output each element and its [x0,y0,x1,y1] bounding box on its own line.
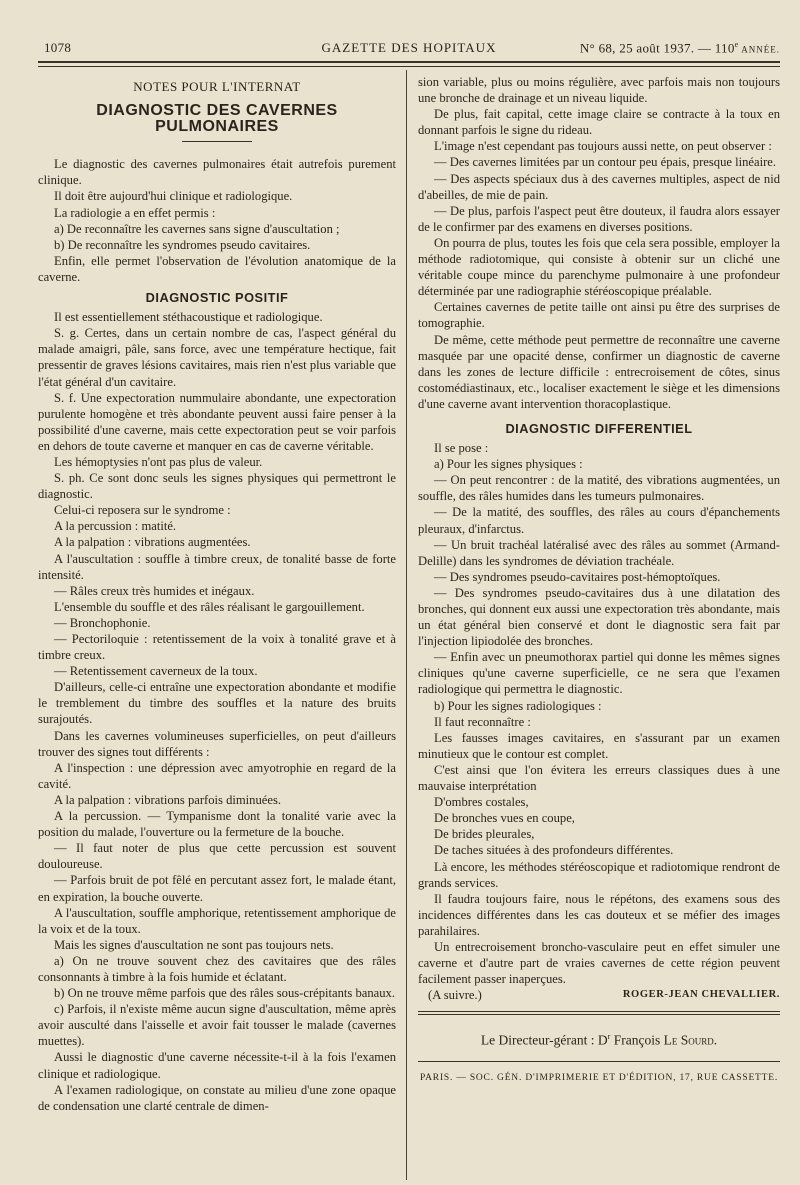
paragraph: Le diagnostic des cavernes pulmonaires était autrefois purement clinique. [38,157,396,188]
paragraph: L'image n'est cependant pas toujours aussi nette, on peut observer : [434,139,772,154]
paragraph: D'ailleurs, celle-ci entraîne une expectoration abondante et modifie le tremblement du timbre des souffles et la nature des bruits surajoutés. [38,680,396,727]
left-column [38,74,396,1114]
paragraph: Certaines cavernes de petite taille ont ainsi pu être des surprises de tomographie. [418,300,780,331]
paragraph: Aussi le diagnostic d'une caverne nécessite-t-il à la fois l'examen clinique et radiologique. [38,1050,396,1081]
paragraph: A la percussion : matité. [54,519,177,534]
column-divider [406,70,407,1180]
header-rule [38,61,780,63]
journal-title: GAZETTE DES HOPITAUX [321,40,497,55]
paragraph: Un entrecroisement broncho-vasculaire peut en effet simuler une caverne et d'autre part de vraies cavernes de cette région peuvent facilement passer inaperçues. [418,939,780,987]
paragraph: — Des syndromes pseudo-cavitaires post-hémoptoïques. [434,569,721,584]
paragraph: b) De reconnaître les syndromes pseudo cavitaires. [54,237,311,252]
paragraph: sion variable, plus ou moins régulière, avec parfois mais non toujours une bronche de drainage et un niveau liquide. [418,75,780,106]
paragraph: A l'auscultation, souffle amphorique, retentissement amphorique de la voix et de la toux. [38,905,396,936]
signature-line [418,987,780,1003]
paragraph: Il doit être aujourd'hui clinique et radiologique. [54,189,293,204]
paragraph: L'ensemble du souffle et des râles réalisant le gargouillement. [54,599,365,614]
header-rule-thin [38,66,780,67]
paragraph: a) On ne trouve souvent chez des cavitaires que des râles consonnants à timbre à la fois humide et éclatant. [38,953,396,984]
paragraph: On pourra de plus, toutes les fois que cela sera possible, employer la méthode radiotomique, qui consiste à obtenir sur un cliché une véritable coupe mince du parenchyme pulmonaire à une profondeur déterminée par une radiographie stéréoscopique préalable. [418,235,780,299]
title-rule [182,141,252,142]
article-title: DIAGNOSTIC DES CAVERNES PULMONAIRES [96,102,338,136]
paragraph: Là encore, les méthodes stéréoscopique et radiotomique rendront de grands services. [418,859,780,890]
paragraph: — Des aspects spéciaux dus à des cavernes multiples, aspect de nid d'abeilles, de mie de pain. [418,171,780,202]
paragraph: A la percussion. — Tympanisme dont la tonalité varie avec la position du malade, l'ouverture ou la fermeture de la bouche. [38,809,396,840]
printer-line: PARIS. — SOC. GÉN. D'IMPRIMERIE ET D'ÉDITION, 17, RUE CASSETTE. [419,1072,779,1083]
paragraph: Celui-ci reposera sur le syndrome : [54,503,231,518]
paragraph: Les hémoptysies n'ont pas plus de valeur. [54,454,263,469]
paragraph: Il faut reconnaître : [434,714,531,729]
paragraph: A l'auscultation : souffle à timbre creux, de tonalité basse de forte intensité. [38,551,396,582]
paragraph: — Bronchophonie. [54,615,151,630]
paragraph: Enfin, elle permet l'observation de l'évolution anatomique de la caverne. [38,253,396,284]
paragraph: — Des syndromes pseudo-cavitaires dus à une dilatation des bronches, qui donnent eux aussi une expectoration très abondante, mais un état général bien conservé et dont le diagnostic sera fait par l'injection lipiodolée des bronches. [418,585,780,649]
paragraph: C'est ainsi que l'on évitera les erreurs classiques dues à une mauvaise interprétation [418,762,780,794]
paragraph: D'ombres costales, [434,795,529,810]
page-number: 1078 [44,40,72,55]
paragraph: A la palpation : vibrations augmentées. [54,535,251,550]
paragraph: — De plus, parfois l'aspect peut être douteux, il faudra alors essayer de le confirmer par des examens en diverses positions. [418,203,780,234]
paragraph: a) Pour les signes physiques : [434,457,583,472]
paragraph: b) On ne trouve même parfois que des râles sous-crépitants banaux. [54,986,395,1001]
paragraph: Il est essentiellement stéthacoustique et radiologique. [54,310,323,325]
paragraph: S. f. Une expectoration nummulaire abondante, une expectoration purulente homogène et très abondante peuvent aussi faire penser à la possibilité d'une caverne, mais cette expectoration peut se voir parfois en dehors de toute caverne et manquer en cas de caverne véritable. [38,390,396,453]
paragraph: S. ph. Ce sont donc seuls les signes physiques qui permettront le diagnostic. [38,471,396,502]
paragraph: Mais les signes d'auscultation ne sont pas toujours nets. [54,937,334,952]
paragraph: A l'inspection : une dépression avec amyotrophie en regard de la cavité. [38,760,396,791]
paragraph: Il se pose : [434,441,489,456]
paragraph: De brides pleurales, [434,827,535,842]
paragraph: a) De reconnaître les cavernes sans signe d'auscultation ; [54,221,340,236]
paragraph: — Râles creux très humides et inégaux. [54,583,255,598]
section-kicker: NOTES POUR L'INTERNAT [133,79,301,94]
paragraph: — Retentissement caverneux de la toux. [54,664,258,679]
paragraph: Il faudra toujours faire, nous le répétons, des examens sous des incidences différentes dans les cas douteux et se méfier des images parahilaires. [418,891,780,938]
paragraph: A la palpation : vibrations parfois diminuées. [54,792,281,807]
paragraph: — Parfois bruit de pot fêlé en percutant assez fort, le malade étant, en expiration, la bouche ouverte. [38,873,396,904]
printer-rule [418,1061,780,1062]
footer-rule-thin [418,1014,780,1015]
paragraph: — On peut rencontrer : de la matité, des vibrations augmentées, un souffle, des râles humides dans les tumeurs pulmonaires. [418,473,780,504]
paragraph: La radiologie a en effet permis : [54,205,216,220]
paragraph: De même, cette méthode peut permettre de reconnaître une caverne masquée par une opacité dense, confirmer un diagnostic de caverne dans les zones de lecture difficile : entrecroisement de côtes, sinus costomédiastinaux, etc., localiser exactement le siège et les dimensions d'une caverne avant intervention thoracoplastique. [418,332,780,411]
issue-info: N° 68, 25 août 1937. — 110e ANNÉE. [579,40,780,56]
paragraph: — Un bruit trachéal latéralisé avec des râles au sommet (Armand-Delille) dans les syndromes de déviation trachéale. [418,537,780,568]
paragraph: De taches situées à des profondeurs différentes. [434,843,674,858]
paragraph: De plus, fait capital, cette image claire se contracte à la toux en donnant parfois le signe du rideau. [418,107,780,138]
footer-rule [418,1011,780,1012]
paragraph: — Des cavernes limitées par un contour peu épais, presque linéaire. [434,155,777,170]
paragraph: De bronches vues en coupe, [434,811,575,826]
paragraph: S. g. Certes, dans un certain nombre de cas, l'aspect général du malade amaigri, pâle, sans force, avec une température hectique, fait pressentir de graves lésions cavitaires, mais rien n'est plus variable que l'état général d'un cavitaire. [38,326,396,389]
paragraph: A l'examen radiologique, on constate au milieu d'une zone opaque de condensation une clarté centrale de dimen- [38,1082,396,1113]
paragraph: — Enfin avec un pneumothorax partiel qui donne les mêmes signes cliniques qu'une caverne superficielle, ce ne sera que l'examen radiologique qui permettra le diagnostic. [418,650,780,697]
author-name: ROGER-JEAN CHEVALLIER. [622,989,780,1001]
paragraph: — De la matité, des souffles, des râles au cours d'épanchements pleuraux, d'infarctus. [418,505,780,536]
paragraph: Dans les cavernes volumineuses superficielles, on peut d'ailleurs trouver des signes tout différents : [38,728,396,759]
paragraph: Les fausses images cavitaires, en s'assurant par un examen minutieux que le contour est complet. [418,730,780,761]
paragraph: — Il faut noter de plus que cette percussion est souvent douloureuse. [38,841,396,872]
paragraph: c) Parfois, il n'existe même aucun signe d'auscultation, même après avoir ausculté dans l'aisselle et avoir fait tousser le malade (cavernes muettes). [38,1002,396,1049]
paragraph: — Pectoriloquie : retentissement de la voix à tonalité grave et à timbre creux. [38,632,396,663]
director-line: Le Directeur-gérant : $D^r$ François Le Sourd. [480,1032,718,1048]
paragraph: b) Pour les signes radiologiques : [434,698,602,713]
right-column [418,74,780,1086]
page-header [38,40,780,60]
to-follow-note: (A suivre.) [428,988,482,1003]
section-heading-positif: DIAGNOSTIC POSITIF [145,290,289,306]
section-heading-differentiel: DIAGNOSTIC DIFFERENTIEL [505,420,693,436]
